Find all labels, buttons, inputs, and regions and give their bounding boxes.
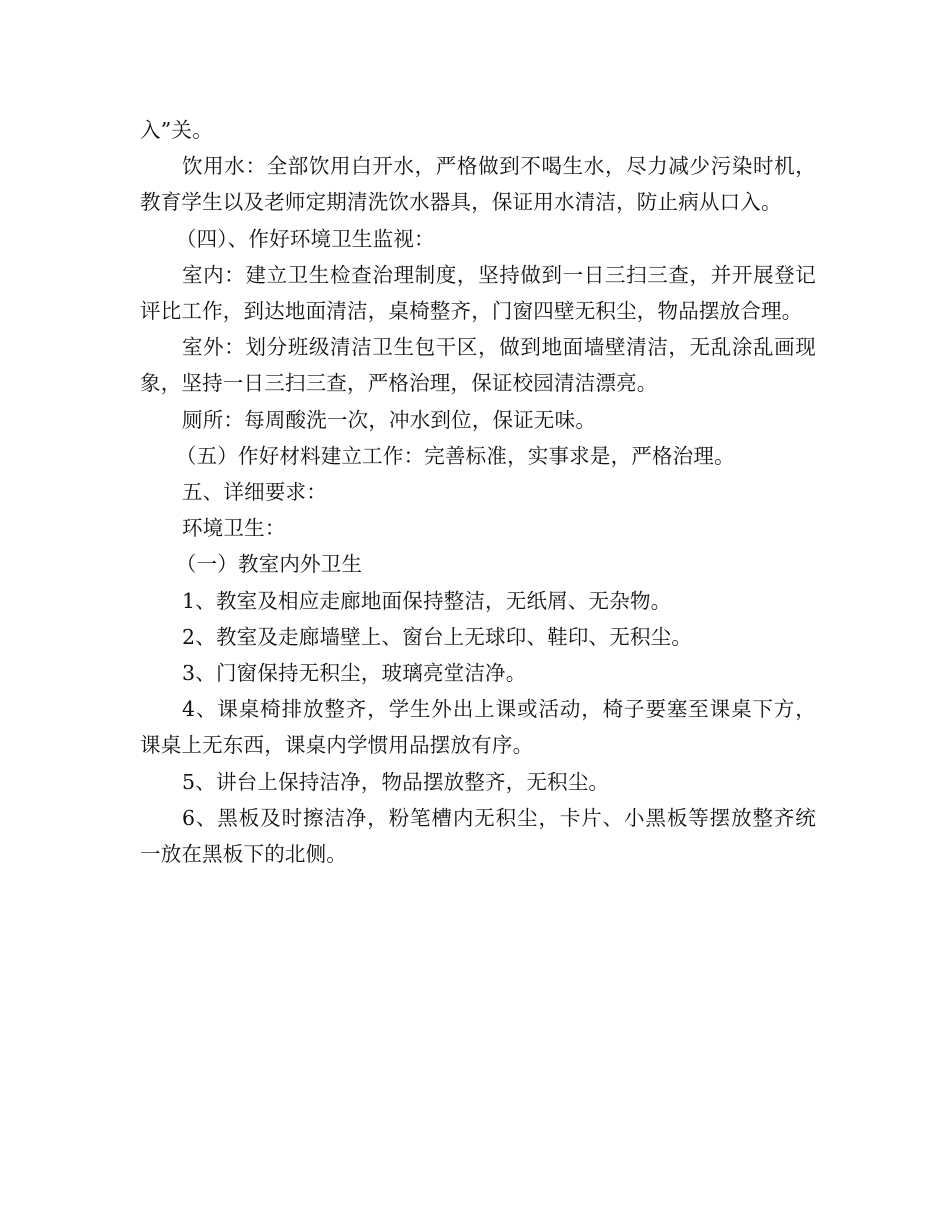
subheading-classroom-hygiene: （一）教室内外卫生 — [175, 552, 363, 577]
paragraph-drinking-water: 饮用水：全部饮用白开水，严格做到不喝生水，尽力减少污染时机，教育学生以及老师定期清洗饮水器具，保证用水清洁，防止病从口入。 — [140, 154, 816, 215]
heading-environment-hygiene: 环境卫生： — [182, 516, 286, 541]
list-item-2: 2、教室及走廊墙壁上、窗台上无球印、鞋印、无积尘。 — [182, 624, 693, 649]
document-page — [140, 112, 816, 872]
list-item-6: 6、黑板及时擦洁净，粉笔槽内无积尘，卡片、小黑板等摆放整齐统一放在黑板下的北侧。 — [140, 805, 816, 867]
list-item-3: 3、门窗保持无积尘，玻璃亮堂洁净。 — [182, 661, 527, 686]
paragraph-toilet: 厕所：每周酸洗一次，冲水到位，保证无味。 — [182, 407, 597, 432]
paragraph-continuation: 入”关。 — [140, 118, 213, 142]
section-heading-4: （四）、作好环境卫生监视： — [175, 226, 435, 251]
section-heading-5: （五）作好材料建立工作：完善标准，实事求是，严格治理。 — [175, 443, 735, 468]
paragraph-outdoor: 室外：划分班级清洁卫生包干区，做到地面墙壁清洁，无乱涂乱画现象，坚持一日三扫三查，严格治理，保证校园清洁漂亮。 — [140, 335, 816, 396]
list-item-1: 1、教室及相应走廊地面保持整洁，无纸屑、无杂物。 — [182, 588, 672, 613]
list-item-4: 4、课桌椅排放整齐，学生外出上课或活动，椅子要塞至课桌下方，课桌上无东西，课桌内学惯用品摆放有序。 — [140, 697, 816, 758]
list-item-5: 5、讲台上保持洁净，物品摆放整齐，无积尘。 — [182, 769, 610, 794]
paragraph-indoor: 室内：建立卫生检查治理制度，坚持做到一日三扫三查，并开展登记评比工作，到达地面清洁，桌椅整齐，门窗四壁无积尘，物品摆放合理。 — [140, 262, 816, 324]
heading-detailed-requirements: 五、详细要求： — [182, 480, 327, 505]
